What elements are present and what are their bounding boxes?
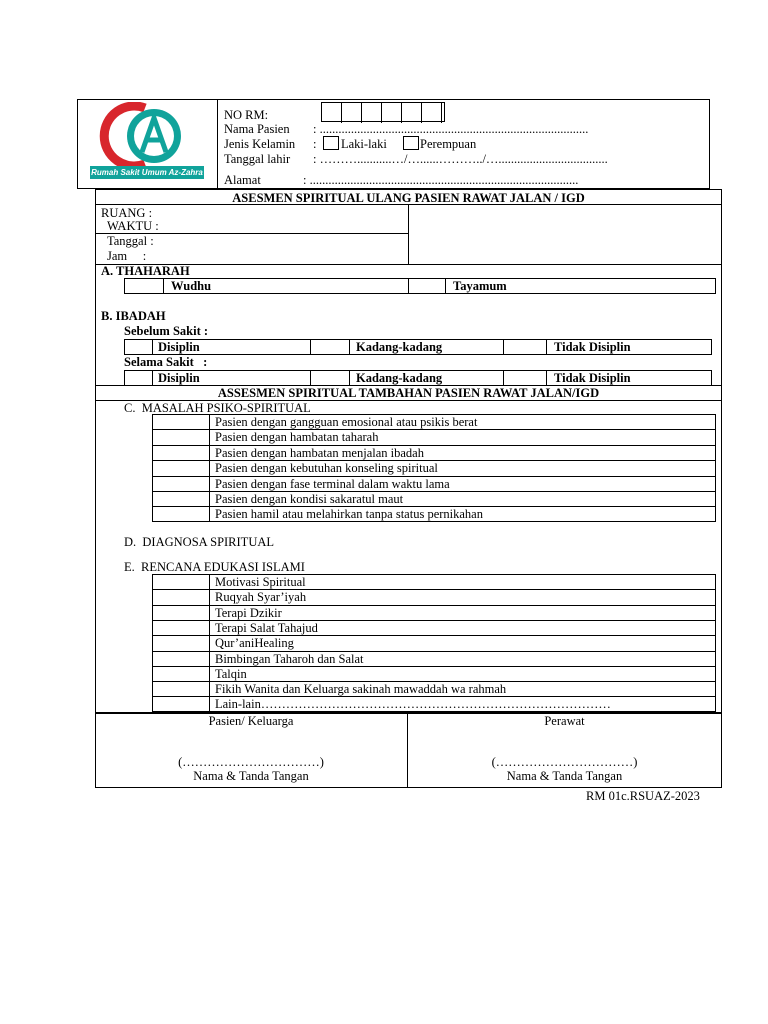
selama-sakit-label: Selama Sakit : [124,355,208,369]
masalah-checkbox[interactable] [152,445,209,460]
edukasi-item: Ruqyah Syar’iyah [215,590,307,605]
masalah-checkbox[interactable] [152,460,209,475]
section-d-label: D. DIAGNOSA SPIRITUAL [124,535,275,549]
masalah-checkbox[interactable] [152,491,209,506]
edukasi-checkbox[interactable] [152,651,209,666]
sebelum-col-5 [546,339,547,355]
selama-kadang-label: Kadang-kadang [356,371,443,385]
checkbox-sebelum-disiplin[interactable] [124,339,152,355]
edukasi-checkbox[interactable] [152,681,209,696]
logo-caption: Rumah Sakit Umum Az-Zahra [91,168,203,177]
sebelum-sakit-label: Sebelum Sakit : [124,324,209,338]
masalah-checkbox[interactable] [152,506,209,521]
tanggal-lahir-label: Tanggal lahir [224,152,291,166]
edukasi-checkbox[interactable] [152,574,209,589]
thaharah-col-3 [445,278,446,294]
edukasi-checkbox[interactable] [152,666,209,681]
edukasi-checkbox[interactable] [152,620,209,635]
edukasi-item: Terapi Salat Tahajud [215,620,318,635]
waktu-label[interactable]: WAKTU : [107,219,159,233]
selama-col-1 [152,370,153,386]
info-divider [408,204,409,265]
masalah-checkbox[interactable] [152,476,209,491]
edukasi-item: Motivasi Spiritual [215,575,306,589]
tanggal-label[interactable]: Tanggal : [107,234,154,248]
perawat-signature-caption: Nama & Tanda Tangan [506,769,623,783]
edukasi-item: Qur’aniHealing [215,636,294,651]
edukasi-item: Talqin [215,666,247,681]
edukasi-checkbox[interactable] [152,635,209,650]
gender-perempuan-label: Perempuan [420,137,477,151]
tayamum-label: Tayamum [453,279,507,293]
edukasi-checkbox[interactable] [152,589,209,604]
sebelum-col-1 [152,339,153,355]
hospital-logo [88,102,206,182]
edukasi-checkbox[interactable] [152,696,209,711]
tanggal-lahir-field[interactable]: : ………...........…/…......………../…................................... [313,152,608,166]
section-c-label: C. MASALAH PSIKO-SPIRITUAL [124,401,311,415]
ruang-label[interactable]: RUANG : [101,206,153,220]
edukasi-item: Fikih Wanita dan Keluarga sakinah mawaddah wa rahmah [215,682,507,697]
checkbox-selama-kadang[interactable] [310,370,349,386]
no-rm-boxes[interactable] [321,102,445,122]
title-asesmen-tambahan: ASSESMEN SPIRITUAL TAMBAHAN PASIEN RAWAT JALAN/IGD [217,386,600,400]
selama-tidak-disiplin-label: Tidak Disiplin [554,371,631,385]
alamat-field[interactable]: : ...................................................................................... [303,173,579,187]
sebelum-col-3 [349,339,350,355]
section-a-label: A. THAHARAH [101,264,190,278]
edukasi-checkbox-col [209,574,210,712]
header-divider [217,99,218,189]
form-code: RM 01c.RSUAZ-2023 [586,789,700,803]
checkbox-laki-laki[interactable] [323,136,339,150]
masalah-item: Pasien dengan hambatan menjalan ibadah [215,445,424,460]
masalah-item: Pasien dengan hambatan taharah [215,430,379,445]
jenis-kelamin-colon: : [313,137,317,151]
perawat-title: Perawat [544,714,585,728]
checkbox-tayamum[interactable] [408,278,445,294]
pasien-signature-caption: Nama & Tanda Tangan [193,769,309,783]
alamat-label: Alamat [224,173,261,187]
nama-pasien-field[interactable]: : ...................................................................................... [313,122,589,136]
sebelum-kadang-label: Kadang-kadang [356,340,443,354]
masalah-item: Pasien hamil atau melahirkan tanpa status pernikahan [215,507,483,522]
checkbox-selama-tidak-disiplin[interactable] [503,370,546,386]
wudhu-label: Wudhu [171,279,212,293]
selama-disiplin-label: Disiplin [158,371,200,385]
checkbox-wudhu[interactable] [124,278,163,294]
no-rm-label: NO RM: [224,108,269,122]
section-e-label: E. RENCANA EDUKASI ISLAMI [124,560,305,574]
checkbox-sebelum-kadang[interactable] [310,339,349,355]
edukasi-checkbox[interactable] [152,605,209,620]
edukasi-item: Bimbingan Taharoh dan Salat [215,651,364,666]
section-b-label: B. IBADAH [101,309,166,323]
masalah-checkbox[interactable] [152,414,209,429]
selama-col-5 [546,370,547,386]
checkbox-perempuan[interactable] [403,136,419,150]
masalah-item: Pasien dengan fase terminal dalam waktu lama [215,476,450,491]
edukasi-item: Terapi Dzikir [215,605,282,620]
masalah-item: Pasien dengan gangguan emosional atau psikis berat [215,415,478,429]
selama-col-3 [349,370,350,386]
checkbox-sebelum-tidak-disiplin[interactable] [503,339,546,355]
masalah-checkbox[interactable] [152,429,209,444]
jenis-kelamin-label: Jenis Kelamin [224,137,296,151]
sebelum-disiplin-label: Disiplin [158,340,200,354]
masalah-item: Pasien dengan kondisi sakaratul maut [215,492,404,506]
checkbox-selama-disiplin[interactable] [124,370,152,386]
perawat-signature-line[interactable]: (……………………………) [491,755,638,769]
edukasi-item: Lain-lain………………………………………………………………………… [215,697,611,712]
masalah-item: Pasien dengan kebutuhan konseling spiritual [215,461,438,476]
thaharah-col-1 [163,278,164,294]
pasien-signature-line[interactable]: (……………………………) [178,755,324,769]
pasien-keluarga-title: Pasien/ Keluarga [208,714,294,728]
nama-pasien-label: Nama Pasien [224,122,290,136]
jam-label[interactable]: Jam : [107,249,147,263]
sebelum-tidak-disiplin-label: Tidak Disiplin [554,340,631,354]
title-asesmen-ulang: ASESMEN SPIRITUAL ULANG PASIEN RAWAT JALAN / IGD [232,191,585,205]
gender-laki-laki-label: Laki-laki [341,137,387,151]
